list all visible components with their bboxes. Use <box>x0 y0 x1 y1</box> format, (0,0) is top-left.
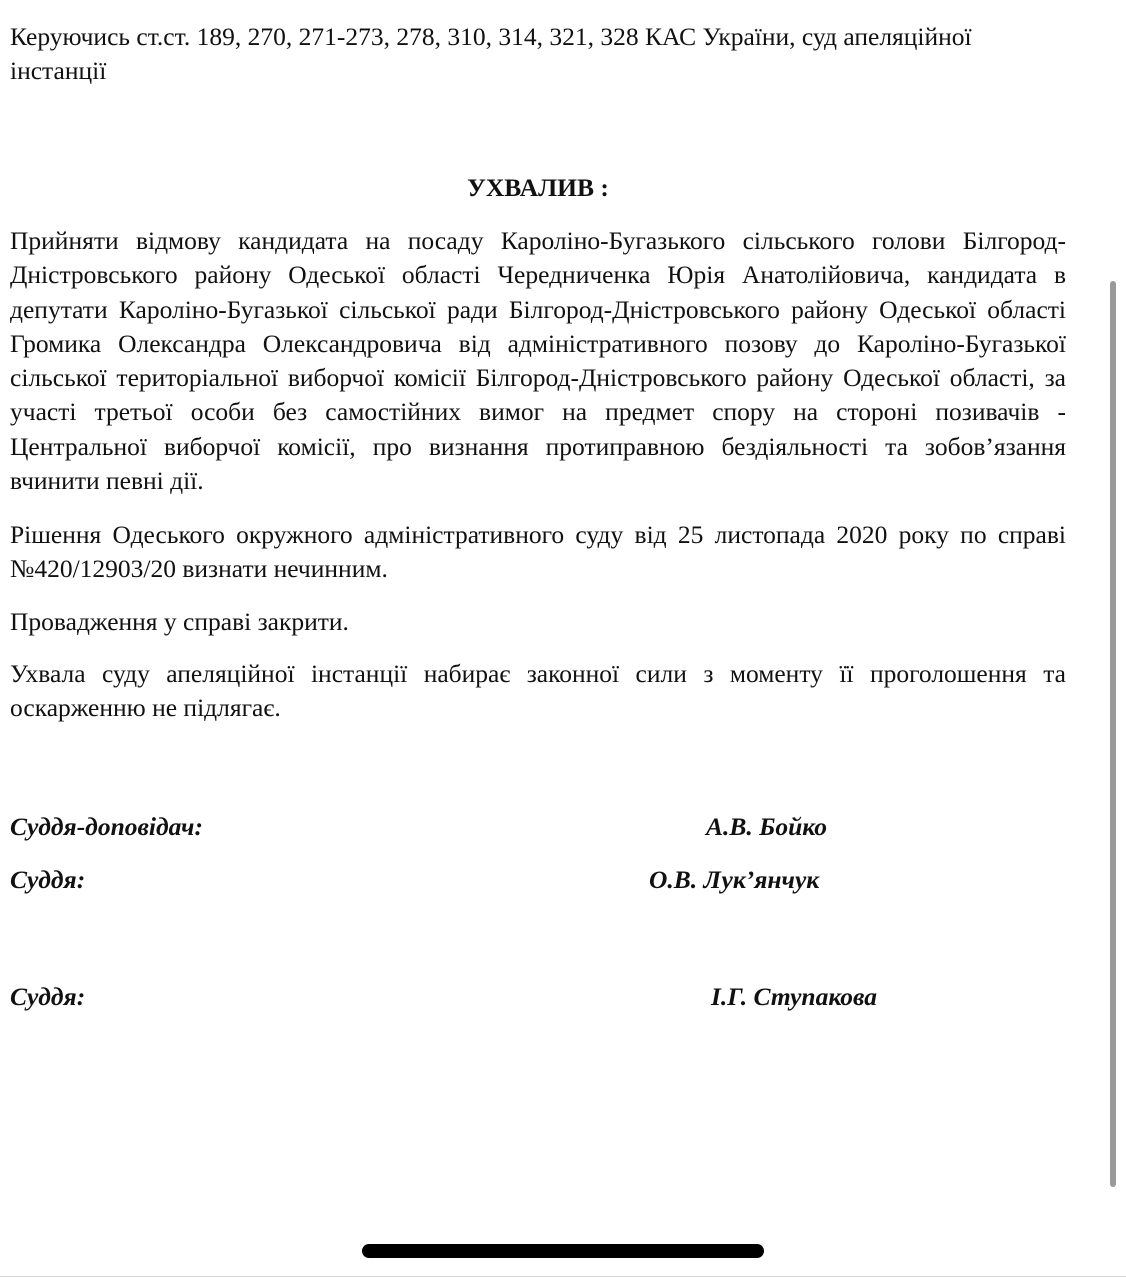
ruling-heading: УХВАЛИВ : <box>467 173 609 202</box>
signature-name-judge-3: І.Г. Ступакова <box>711 982 878 1011</box>
ruling-paragraph-4: Ухвала суду апеляційної інстанції набирає законної сили з моменту її проголошення та оскарженню не підлягає. <box>10 659 1066 723</box>
bottom-divider <box>0 1276 1126 1277</box>
vertical-scrollbar[interactable] <box>1110 281 1116 1187</box>
signature-role-judge-2: Суддя: <box>10 865 86 894</box>
home-indicator[interactable] <box>362 1244 764 1258</box>
ruling-paragraph-2: Рішення Одеського окружного адміністративного суду від 25 листопада 2020 року по справі №420/12903/20 визнати нечинним. <box>10 520 1066 584</box>
signature-role-judge-3: Суддя: <box>10 982 86 1011</box>
signature-name-judge-2: О.В. Лук’янчук <box>649 865 820 894</box>
signature-name-reporting-judge: А.В. Бойко <box>706 812 827 841</box>
ruling-paragraph-1: Прийняти відмову кандидата на посаду Кароліно-Бугазького сільського голови Білгород-Дністровського району Одеської області Чередниченка Юрія Анатолійовича, кандидата в депутати Кароліно-Бугазької сільської ради Білгород-Дністровського району Одеської області Громика Олександра Олександровича від адміністративного позову до Кароліно-Бугазької сільської територіальної виборчої комісії Білгород-Дністровського району Одеської області, за участі третьої особи без самостійних вимог на предмет спору на стороні позивачів - Центральної виборчої комісії, про визнання протиправною бездіяльності та зобов’язання вчинити певні дії. <box>10 226 1066 496</box>
ruling-paragraph-3: Провадження у справі закрити. <box>10 607 349 636</box>
signature-role-reporting-judge: Суддя-доповідач: <box>10 812 203 841</box>
intro-paragraph: Керуючись ст.ст. 189, 270, 271-273, 278, 310, 314, 321, 328 КАС України, суд апеляційної інстанції <box>10 22 972 86</box>
